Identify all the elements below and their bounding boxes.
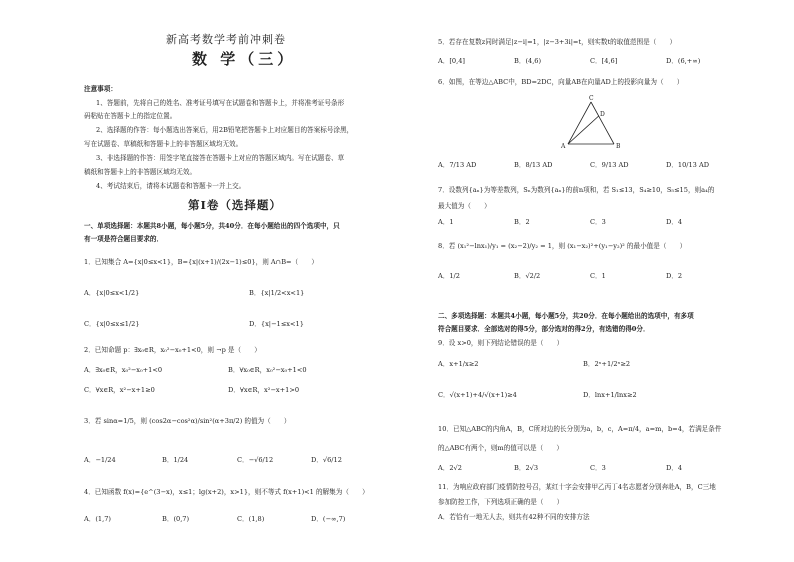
question-7-option-d: D．4	[666, 218, 683, 226]
question-8-option-c: C．1	[590, 272, 606, 280]
question-2-option-b: B．∀x₀∈R，x₀²−x₀+1<0	[228, 366, 307, 374]
segment-ad	[568, 116, 599, 144]
question-10-option-c: C．3	[590, 464, 606, 472]
question-10-option-a: A．2√2	[438, 464, 462, 472]
question-7-option-a: A．1	[438, 218, 454, 226]
part1-instruction: 一、单项选择题：本题共8小题，每小题5分，共40分．在每小题给出的四个选项中，只	[84, 222, 340, 230]
question-3-option-a: A．−1/24	[84, 456, 116, 464]
question-2-option-c: C．∀x∈R，x²−x+1≥0	[84, 386, 155, 394]
question-9-option-a: A．x+1/x≥2	[438, 360, 479, 368]
question-8-option-b: B．√2/2	[514, 272, 541, 280]
triangle-figure	[558, 92, 628, 152]
notice-line: 稿纸和答题卡上的非答题区域均无效。	[84, 168, 197, 176]
question-9-option-d: D．lnx+1/lnx≥2	[583, 391, 637, 399]
question-4-stem: 4．已知函数 f(x)={e^(3−x)，x≤1；lg(x+2)，x>1}，则不等式 f(x+1)<1 的解集为（ ）	[84, 488, 369, 496]
question-6-option-c: C．9/13 AD	[590, 161, 629, 169]
question-11-stem: 11．为响应政府部门疫情防控号召，某红十字会安排甲乙丙丁4名志愿者分别奔赴A，B，C三地	[438, 483, 716, 491]
question-7-option-b: B．2	[514, 218, 530, 226]
notice-line: 码粘贴在答题卡上的指定位置。	[84, 112, 177, 120]
question-7-stem: 7．设数列{aₙ}为等差数列，Sₙ为数列{aₙ}的前n项和，若 S₁≤13，S₄≥10，S₅≤15，则a₄的	[438, 186, 715, 194]
question-9-stem: 9．设 x>0，则下列结论错误的是（ ）	[438, 339, 564, 347]
notice-line: 1、答题前，先将自己的姓名、准考证号填写在试题卷和答题卡上，并将准考证号条形	[96, 99, 345, 107]
part2-instruction: 二、多项选择题：本题共4小题，每小题5分，共20分．在每小题给出的选项中，有多项	[438, 312, 694, 320]
label-a: A	[561, 143, 566, 150]
question-10-stem: 10．已知△ABC的内角A，B，C所对边的长分别为a，b，c，A=π/4，a=m，b=4，若满足条件	[438, 425, 722, 433]
question-4-option-a: A．(1,7)	[84, 515, 111, 523]
question-11-option-a: A．若恰有一地无人去，则共有42种不同的安排方法	[438, 513, 590, 521]
label-c: C	[589, 95, 594, 102]
question-4-option-c: C．(1,8)	[237, 515, 265, 523]
notice-line: 3、非选择题的作答：用签字笔直接答在答题卡上对应的答题区域内。写在试题卷、草	[96, 154, 345, 162]
question-10-option-b: B．2√3	[514, 464, 539, 472]
right-column	[438, 0, 768, 562]
question-7-stem-cont: 最大值为（ ）	[438, 202, 491, 210]
question-1-option-a: A．{x|0≤x<1/2}	[84, 289, 140, 297]
notice-heading: 注意事项：	[84, 85, 117, 93]
question-5-option-b: B．(4,6)	[514, 57, 542, 65]
question-10-stem-cont: 的△ABC有两个，则m的值可以是（ ）	[438, 444, 564, 452]
question-5-option-c: C．[4,6]	[590, 57, 618, 65]
question-2-stem: 2．已知命题 p：∃x₀∈R，x₀²−x₀+1<0，则 ¬p 是（ ）	[84, 346, 261, 354]
question-5-option-d: D．(6,+∞)	[666, 57, 701, 65]
question-10-option-d: D．4	[666, 464, 683, 472]
question-5-stem: 5．若存在复数z同时满足|z−i|=1，|z−3+3i|=t，则实数t的取值范围是（ ）	[438, 38, 677, 46]
notice-line: 写在试题卷、草稿纸和答题卡上的非答题区域均无效。	[84, 140, 243, 148]
question-1-option-c: C．{x|0≤x≤1/2}	[84, 320, 140, 328]
part2-instruction: 符合题目要求．全部选对的得5分，部分选对的得2分，有选错的得0分．	[438, 325, 650, 333]
question-1-option-b: B．{x|1/2<x<1}	[249, 289, 305, 297]
question-1-option-d: D．{x|−1≤x<1}	[249, 320, 304, 328]
question-6-option-d: D．10/13 AD	[666, 161, 710, 169]
question-3-option-c: C．−√6/12	[237, 456, 274, 464]
exam-subtitle: 数 学（三）	[192, 50, 297, 68]
question-6-stem: 6．如图，在等边△ABC中，BD=2DC，向量AB在向量AD上的投影向量为（ ）	[438, 78, 684, 86]
question-9-option-c: C．√(x+1)+4/√(x+1)≥4	[438, 391, 517, 399]
left-column	[84, 0, 414, 562]
triangle-side-ac	[568, 102, 591, 144]
question-4-option-d: D．(−∞,7)	[311, 515, 346, 523]
part1-title: 第Ⅰ卷（选择题）	[188, 198, 282, 212]
notice-line: 2、选择题的作答：每小题选出答案后，用2B铅笔把答题卡上对应题目的答案标号涂黑，	[96, 126, 354, 134]
question-8-option-a: A．1/2	[438, 272, 460, 280]
question-4-option-b: B．(0,7)	[162, 515, 190, 523]
question-2-option-d: D．∀x∈R，x²−x+1>0	[228, 386, 300, 394]
notice-line: 4、考试结束后，请将本试题卷和答题卡一并上交。	[96, 182, 246, 190]
question-9-option-b: B．2ˣ+1/2ˣ≥2	[583, 360, 631, 368]
question-8-stem: 8．若 (x₁²−lnx₁)/y₁ = (x₂−2)/y₂ = 1，则 (x₁−x₂)²+(y₁−y₂)² 的最小值是（ ）	[438, 242, 687, 250]
question-3-option-b: B．1/24	[162, 456, 189, 464]
question-5-option-a: A．[0,4]	[438, 57, 465, 65]
question-11-stem-cont: 参加防控工作，下列选项正确的是（ ）	[438, 498, 564, 506]
question-2-option-a: A．∃x₀∈R，x₀²−x₀+1<0	[84, 366, 163, 374]
question-6-option-b: B．8/13 AD	[514, 161, 553, 169]
triangle-side-bc	[591, 102, 614, 144]
question-1-stem: 1．已知集合 A={x|0≤x<1}，B={x|(x+1)/(2x−1)≤0}，则 A∩B=（ ）	[84, 258, 318, 266]
question-3-stem: 3．若 sinα=1/5，则 (cos2α−cos²α)/sin²(α+3π/2) 的值为（ ）	[84, 417, 291, 425]
label-d: D	[600, 111, 605, 118]
exam-title: 新高考数学考前冲刺卷	[166, 33, 286, 46]
label-b: B	[616, 143, 621, 150]
question-3-option-d: D．√6/12	[311, 456, 342, 464]
part1-instruction: 有一项是符合题目要求的．	[84, 235, 164, 243]
question-8-option-d: D．2	[666, 272, 683, 280]
question-6-option-a: A．7/13 AD	[438, 161, 477, 169]
question-7-option-c: C．3	[590, 218, 606, 226]
